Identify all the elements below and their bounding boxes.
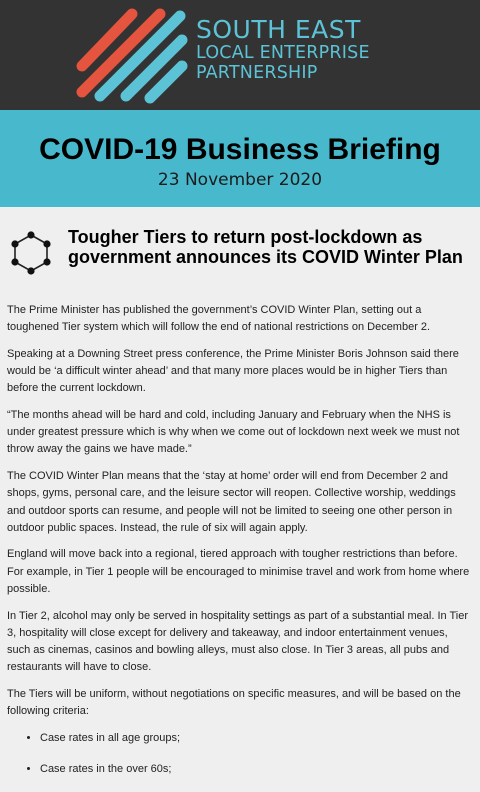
article-title: Tougher Tiers to return post-lockdown as government announces its COVID Winter Plan: [68, 227, 463, 267]
org-name-line-1: SOUTH EAST: [196, 15, 361, 44]
article-paragraph: Speaking at a Downing Street press conference, the Prime Minister Boris Johnson said there would be ‘a difficult winter ahead’ and that many more places would be in higher Tiers than before the current lockdown.: [7, 347, 459, 395]
org-name-line-3: PARTNERSHIP: [196, 62, 318, 83]
article-body: [7, 302, 473, 792]
article-section: [0, 207, 480, 775]
hexagon-network-icon: [10, 231, 52, 275]
article-paragraph: England will move back into a regional, tiered approach with tougher restrictions than before. For example, in Tier 1 people will be encouraged to minimise travel and work from home where possible.: [7, 548, 470, 595]
briefing-banner: [0, 110, 480, 207]
criteria-list: [7, 730, 473, 778]
org-name-line-2: LOCAL ENTERPRISE: [196, 43, 370, 63]
article-paragraph: In Tier 2, alcohol may only be served in hospitality settings as part of a substantial meal. In Tier 3, hospitality will close except for delivery and takeaway, and indoor entertainment venues, such as cinemas, casinos and bowling alleys, must also close. In Tier 3 areas, all pubs and restaurants will have to close.: [7, 609, 469, 674]
diagonal-stripes-logo: [76, 6, 188, 104]
criteria-list-item: • Case rates in all age groups;: [40, 730, 473, 747]
article-paragraph: The Prime Minister has published the government’s COVID Winter Plan, setting out a toughened Tier system which will follow the end of national restrictions on December 2.: [7, 304, 431, 334]
newsletter-header: [0, 0, 480, 110]
article-paragraph: The COVID Winter Plan means that the ‘stay at home’ order will end from December 2 and shops, gyms, personal care, and the leisure sector will reopen. Collective worship, weddings and outdoor sports can resume, and people will not be limited to seeing one other person in outdoor public spaces. Instead, the rule of six will again apply.: [7, 470, 456, 534]
article-header: [10, 225, 475, 285]
article-paragraph: “The months ahead will be hard and cold, including January and February when the NHS is under greatest pressure which is why when we come out of lockdown next week we must not throw away the gains we have made.”: [7, 409, 460, 456]
briefing-title: COVID-19 Business Briefing: [39, 133, 441, 166]
briefing-date: 23 November 2020: [157, 170, 323, 190]
article-paragraph: The Tiers will be uniform, without negotiations on specific measures, and will be based on the following criteria:: [7, 687, 461, 718]
criteria-list-item: • Case rates in the over 60s;: [40, 761, 473, 778]
organisation-name: [196, 17, 370, 82]
